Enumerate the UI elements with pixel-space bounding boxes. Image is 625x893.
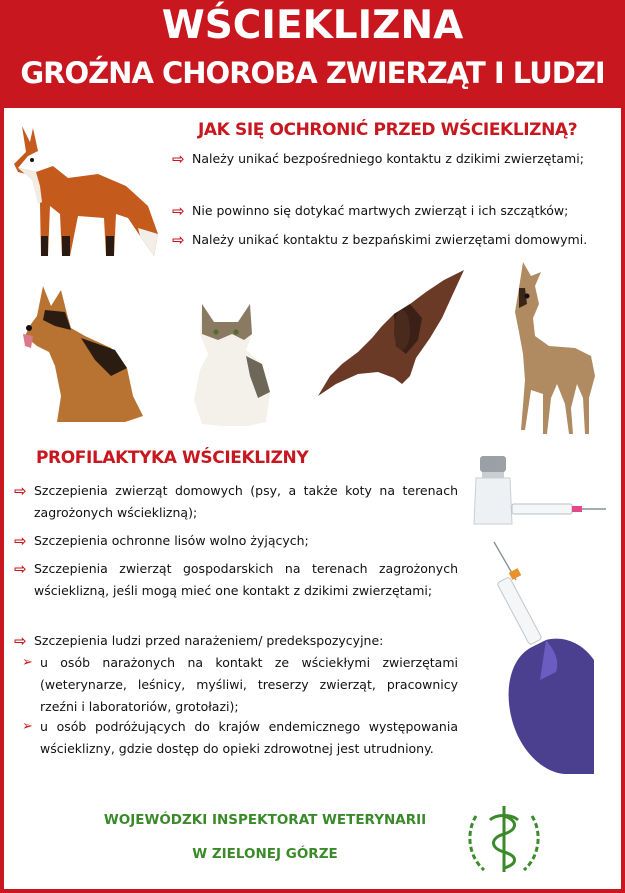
arrow-right-icon: ⇨: [172, 202, 185, 220]
arrow-right-icon: ⇨: [172, 231, 185, 249]
dog-image: [15, 276, 150, 428]
protect-item: ⇨ Należy unikać bezpośredniego kontaktu z dzikimi zwierzętami;: [172, 150, 584, 168]
prophylaxis-item: ⇨ Szczepienia ochronne lisów wolno żyjących;: [14, 532, 309, 550]
chevron-right-icon: ➢: [22, 719, 33, 734]
prophylaxis-subitem: ➢ u osób podróżujących do krajów endemicznego występowania wścieklizny, gdzie dostęp do opieki zdrowotnej jest utrudniony.: [40, 716, 458, 760]
arrow-right-icon: ⇨: [14, 482, 27, 500]
vaccine-vial-image: [468, 452, 608, 528]
fox-image: [8, 116, 166, 264]
page-title: WŚCIEKLIZNA: [161, 3, 464, 48]
footer-line-1: WOJEWÓDZKI INSPEKTORAT WETERYNARII: [103, 812, 427, 828]
protect-item: ⇨ Nie powinno się dotykać martwych zwierząt i ich szczątków;: [172, 202, 569, 220]
deer-image: [505, 258, 605, 438]
arrow-right-icon: ⇨: [14, 632, 27, 650]
footer-line-2: W ZIELONEJ GÓRZE: [192, 846, 338, 862]
prophylaxis-heading: PROFILAKTYKA WŚCIEKLIZNY: [36, 448, 309, 468]
page-subtitle: GROŹNA CHOROBA ZWIERZĄT I LUDZI: [20, 56, 605, 90]
bat-image: [314, 266, 472, 398]
protect-heading: JAK SIĘ OCHRONIĆ PRZED WŚCIEKLIZNĄ?: [198, 120, 578, 140]
arrow-right-icon: ⇨: [14, 560, 27, 578]
veterinary-emblem-icon: [462, 798, 546, 878]
cat-image: [188, 300, 280, 430]
prophylaxis-item: ⇨ Szczepienia zwierząt domowych (psy, a także koty na terenach zagrożonych wścieklizną);: [14, 482, 458, 520]
header-banner: [0, 0, 625, 108]
protect-item: ⇨ Należy unikać kontaktu z bezpańskimi zwierzętami domowymi.: [172, 231, 588, 249]
prophylaxis-item: ⇨ Szczepienia ludzi przed narażeniem/ predekspozycyjne:: [14, 632, 384, 650]
chevron-right-icon: ➢: [22, 655, 33, 670]
arrow-right-icon: ⇨: [14, 532, 27, 550]
arrow-right-icon: ⇨: [172, 150, 185, 168]
prophylaxis-subitem: ➢ u osób narażonych na kontakt ze wściekłymi zwierzętami (weterynarze, leśnicy, myśliwi, treserzy zwierząt, pracownicy rzeźni i laboratoriów, grotołazi);: [40, 652, 458, 718]
syringe-glove-image: [490, 540, 600, 776]
prophylaxis-item: ⇨ Szczepienia zwierząt gospodarskich na terenach zagrożonych wścieklizną, jeśli mogą mieć one kontakt z dzikimi zwierzętami;: [14, 560, 458, 598]
